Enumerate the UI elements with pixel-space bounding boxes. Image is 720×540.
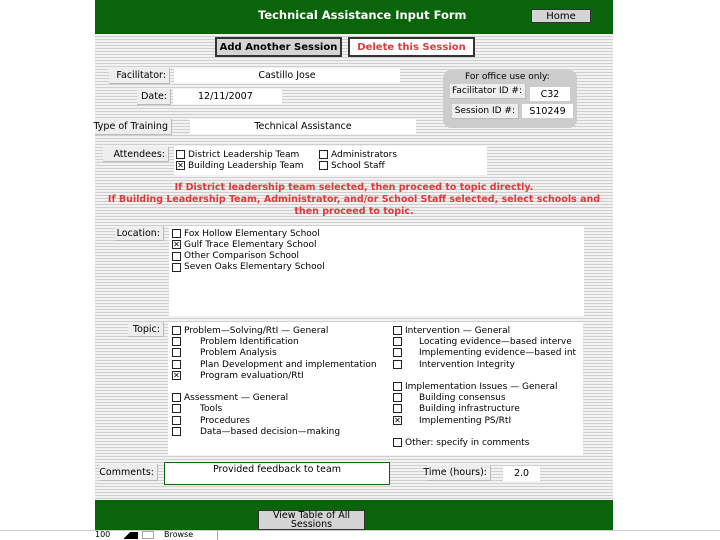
checkbox-option[interactable] (393, 415, 511, 426)
option-label: Assessment — General (184, 392, 289, 403)
checkbox-option[interactable] (393, 381, 557, 392)
checkbox-option[interactable] (172, 347, 277, 358)
checkbox[interactable] (393, 348, 402, 357)
attendee-option[interactable] (319, 160, 385, 171)
option-label: Tools (200, 403, 223, 414)
checkbox-option[interactable] (172, 359, 377, 370)
checkbox[interactable] (172, 252, 181, 261)
topic-box (168, 322, 583, 455)
status-toggle-icon[interactable] (142, 531, 154, 539)
zoom-level[interactable]: 100 (95, 530, 111, 539)
attendees-box (174, 146, 487, 175)
option-label: Problem Analysis (200, 347, 277, 358)
option-label: Data—based decision—making (200, 426, 341, 437)
checkbox[interactable] (172, 427, 181, 436)
checkbox[interactable] (176, 150, 185, 159)
time-label: Time (hours): (427, 465, 491, 481)
option-label: Problem—Solving/RtI — General (184, 325, 329, 336)
checkbox-option[interactable] (172, 262, 325, 273)
checkbox-option[interactable] (393, 325, 510, 336)
option-label: Locating evidence—based interve (419, 336, 572, 347)
checkbox-checked[interactable]: ✕ (173, 240, 180, 250)
add-session-button[interactable]: Add Another Session (215, 37, 342, 57)
option-label: Intervention Integrity (419, 359, 515, 370)
training-type-label: Type of Training (95, 119, 172, 135)
checkbox-option[interactable] (172, 392, 288, 403)
checkbox[interactable] (393, 326, 402, 335)
session-id-label: Session ID #: (452, 104, 519, 119)
checkbox-option[interactable] (172, 239, 317, 250)
office-use-title: For office use only: (465, 72, 550, 82)
checkbox-option[interactable] (172, 228, 320, 239)
checkbox-option[interactable] (393, 437, 529, 448)
facilitator-label: Facilitator: (109, 68, 170, 84)
checkbox[interactable] (393, 404, 402, 413)
checkbox[interactable] (172, 393, 181, 402)
topic-label: Topic: (128, 322, 164, 337)
checkbox-checked[interactable]: ✕ (177, 161, 184, 170)
home-button[interactable]: Home (531, 9, 591, 23)
comments-label: Comments: (100, 464, 158, 481)
option-label: Administrators (331, 149, 398, 160)
option-label: Procedures (200, 415, 250, 426)
checkbox[interactable] (319, 161, 328, 170)
checkbox[interactable] (393, 382, 402, 391)
attendee-option[interactable] (176, 149, 299, 160)
facilitator-field[interactable]: Castillo Jose (174, 68, 400, 83)
option-label: Intervention — General (405, 325, 511, 336)
option-label: Building consensus (419, 392, 506, 403)
location-label: Location: (115, 226, 164, 241)
attendee-option[interactable] (176, 160, 303, 171)
date-label: Date: (137, 89, 171, 105)
checkbox[interactable] (172, 404, 181, 413)
checkbox-option[interactable] (393, 392, 506, 403)
checkbox[interactable] (172, 263, 181, 272)
instruction-line: If District leadership team selected, then proceed to topic directly. (174, 182, 534, 193)
option-label: Program evaluation/RtI (200, 370, 304, 381)
checkbox-option[interactable] (393, 347, 576, 358)
checkbox-option[interactable] (393, 359, 515, 370)
checkbox-option[interactable] (172, 336, 299, 347)
session-id-field[interactable]: S10249 (522, 104, 573, 118)
checkbox-option[interactable] (172, 370, 304, 381)
view-table-button[interactable]: View Table of All Sessions (258, 510, 365, 530)
checkbox[interactable] (319, 150, 328, 159)
checkbox-option[interactable] (393, 403, 520, 414)
checkbox[interactable] (172, 337, 181, 346)
option-label: Seven Oaks Elementary School (184, 262, 325, 273)
checkbox[interactable] (172, 229, 181, 238)
time-field[interactable]: 2.0 (503, 466, 540, 481)
checkbox[interactable] (393, 393, 402, 402)
facilitator-id-label: Facilitator ID #: (450, 84, 526, 99)
location-box (169, 226, 584, 316)
zoom-controls-icon[interactable] (116, 532, 138, 539)
option-label: School Staff (331, 160, 385, 171)
training-type-field[interactable]: Technical Assistance (190, 119, 416, 134)
facilitator-id-field[interactable]: C32 (530, 87, 570, 101)
checkbox-option[interactable] (172, 403, 222, 414)
instruction-line: If Building Leadership Team, Administrator, and/or School Staff selected, select schools and (107, 194, 601, 205)
delete-session-button[interactable]: Delete this Session (348, 37, 475, 57)
checkbox[interactable] (393, 337, 402, 346)
mode-indicator: Browse (158, 530, 218, 540)
option-label: Fox Hollow Elementary School (184, 228, 320, 239)
option-label: Implementing PS/RtI (419, 415, 512, 426)
option-label: Implementation Issues — General (405, 381, 558, 392)
checkbox[interactable] (393, 438, 402, 447)
checkbox-option[interactable] (172, 325, 328, 336)
option-label: Implementing evidence—based int (419, 347, 577, 358)
checkbox[interactable] (393, 360, 402, 369)
checkbox[interactable] (172, 326, 181, 335)
instruction-line: then proceed to topic. (294, 206, 414, 217)
checkbox[interactable] (172, 360, 181, 369)
checkbox-checked[interactable]: ✕ (173, 371, 180, 380)
checkbox-option[interactable] (172, 426, 340, 437)
option-label: Plan Development and implementation (200, 359, 377, 370)
option-label: Problem Identification (200, 336, 299, 347)
option-label: Building Leadership Team (188, 160, 304, 171)
attendees-label: Attendees: (103, 147, 169, 162)
option-label: Building infrastructure (419, 403, 520, 414)
comments-field[interactable]: Provided feedback to team (164, 462, 390, 485)
checkbox[interactable] (172, 348, 181, 357)
option-label: Other: specify in comments (405, 437, 530, 448)
checkbox[interactable] (172, 416, 181, 425)
checkbox-option[interactable] (172, 415, 250, 426)
page-title: Technical Assistance Input Form (258, 8, 467, 22)
option-label: Other Comparison School (184, 251, 300, 262)
date-field[interactable]: 12/11/2007 (173, 89, 282, 104)
checkbox-checked[interactable]: ✕ (394, 416, 401, 425)
attendee-option[interactable] (319, 149, 397, 160)
option-label: District Leadership Team (188, 149, 300, 160)
checkbox-option[interactable] (393, 336, 572, 347)
option-label: Gulf Trace Elementary School (184, 239, 317, 250)
checkbox-option[interactable] (172, 251, 299, 262)
